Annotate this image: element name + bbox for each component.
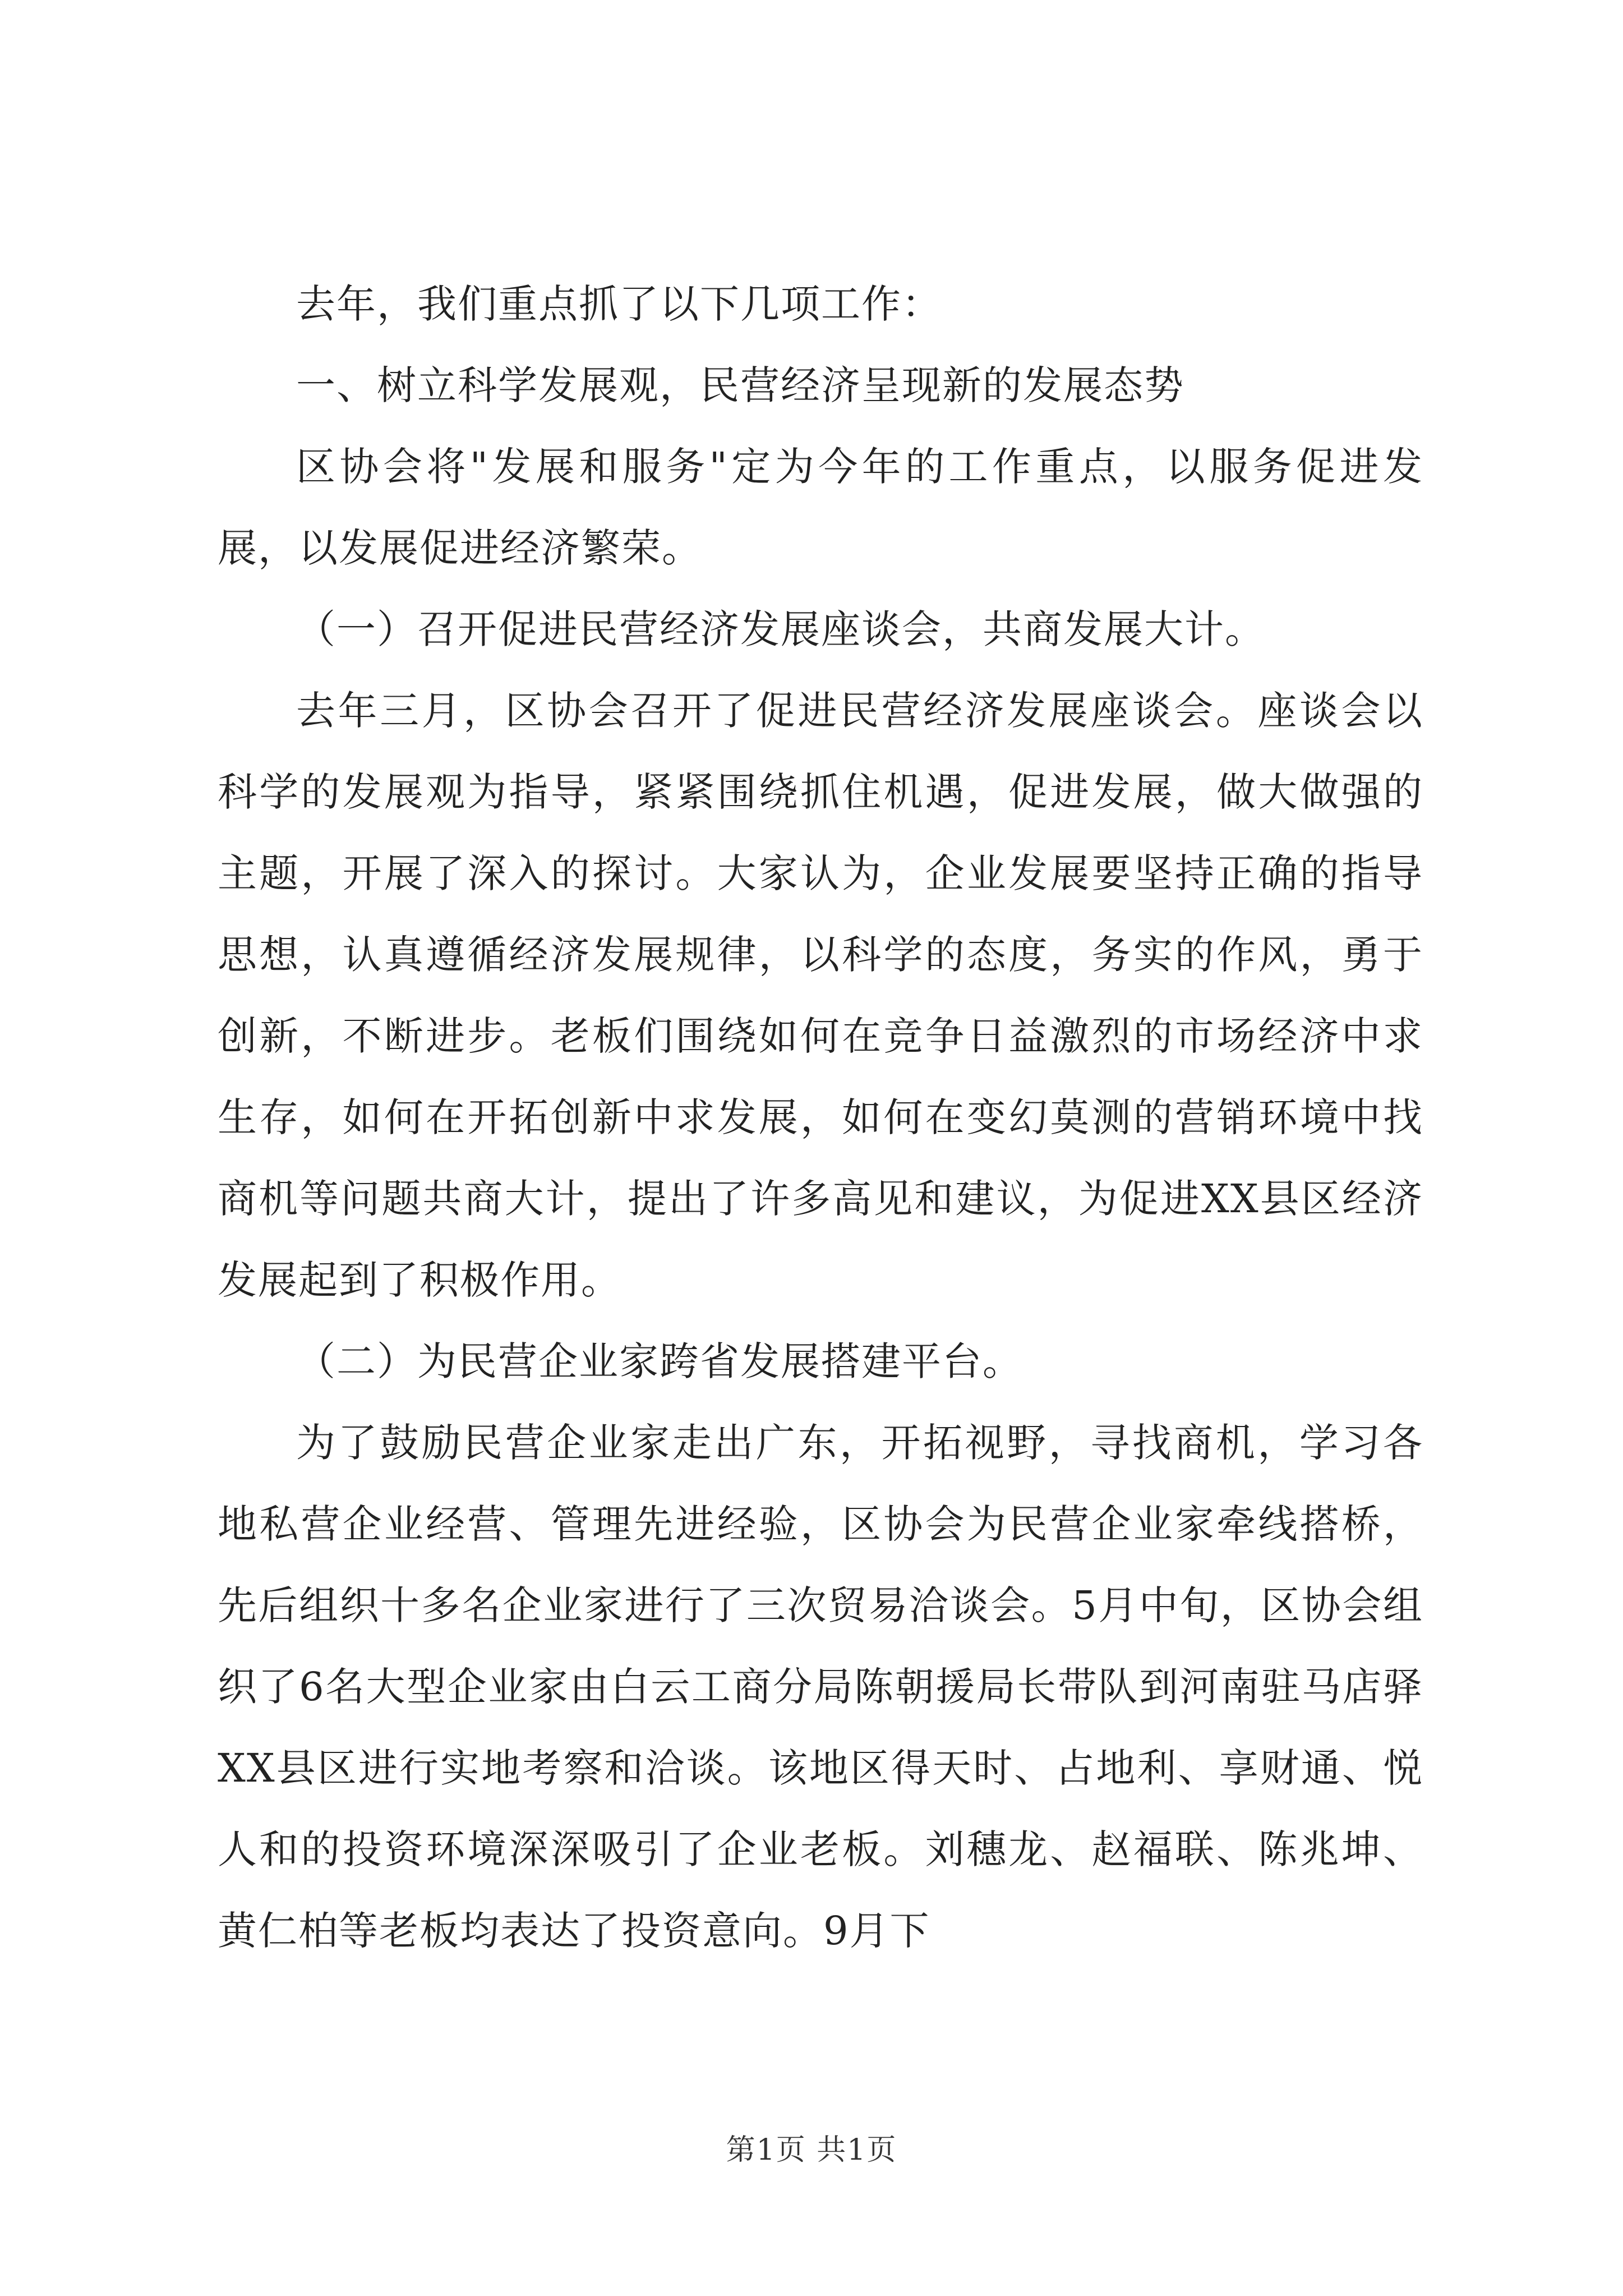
page-number-footer: 第1页 共1页: [726, 2133, 897, 2167]
section-heading-1: 一、树立科学发展观，民营经济呈现新的发展态势: [296, 362, 1184, 408]
paragraph-symposium: 去年三月，区协会召开了促进民营经济发展座谈会。座谈会以科学的发展观为指导，紧紧围绕抓住机遇，促进发展，做大做强的主题，开展了深入的探讨。大家认为，企业发展要坚持正确的指导思想，认真遵循经济发展规律，以科学的态度，务实的作风，勇于创新，不断进步。老板们围绕如何在竞争日益激烈的市场经济中求生存，如何在开拓创新中求发展，如何在变幻莫测的营销环境中找商机等问题共商大计，提出了许多高见和建议，为促进XX县区经济发展起到了积极作用。: [218, 688, 1423, 1303]
subheading-1: （一）召开促进民营经济发展座谈会，共商发展大计。: [296, 606, 1265, 652]
paragraph-section-1-summary: 区协会将"发展和服务"定为今年的工作重点，以服务促进发展，以发展促进经济繁荣。: [218, 444, 1423, 571]
document-body: [218, 264, 1423, 1972]
subheading-2: （二）为民营企业家跨省发展搭建平台。: [296, 1338, 1023, 1384]
paragraph-intro: 去年，我们重点抓了以下几项工作：: [296, 281, 942, 327]
paragraph-cross-province: 为了鼓励民营企业家走出广东，开拓视野，寻找商机，学习各地私营企业经营、管理先进经验，区协会为民营企业家牵线搭桥，先后组织十多名企业家进行了三次贸易洽谈会。5月中旬，区协会组织了6名大型企业家由白云工商分局陈朝援局长带队到河南驻马店驿XX县区进行实地考察和洽谈。该地区得天时、占地利、享财通、悦人和的投资环境深深吸引了企业老板。刘穗龙、赵福联、陈兆坤、黄仁柏等老板均表达了投资意向。9月下: [218, 1420, 1423, 1954]
